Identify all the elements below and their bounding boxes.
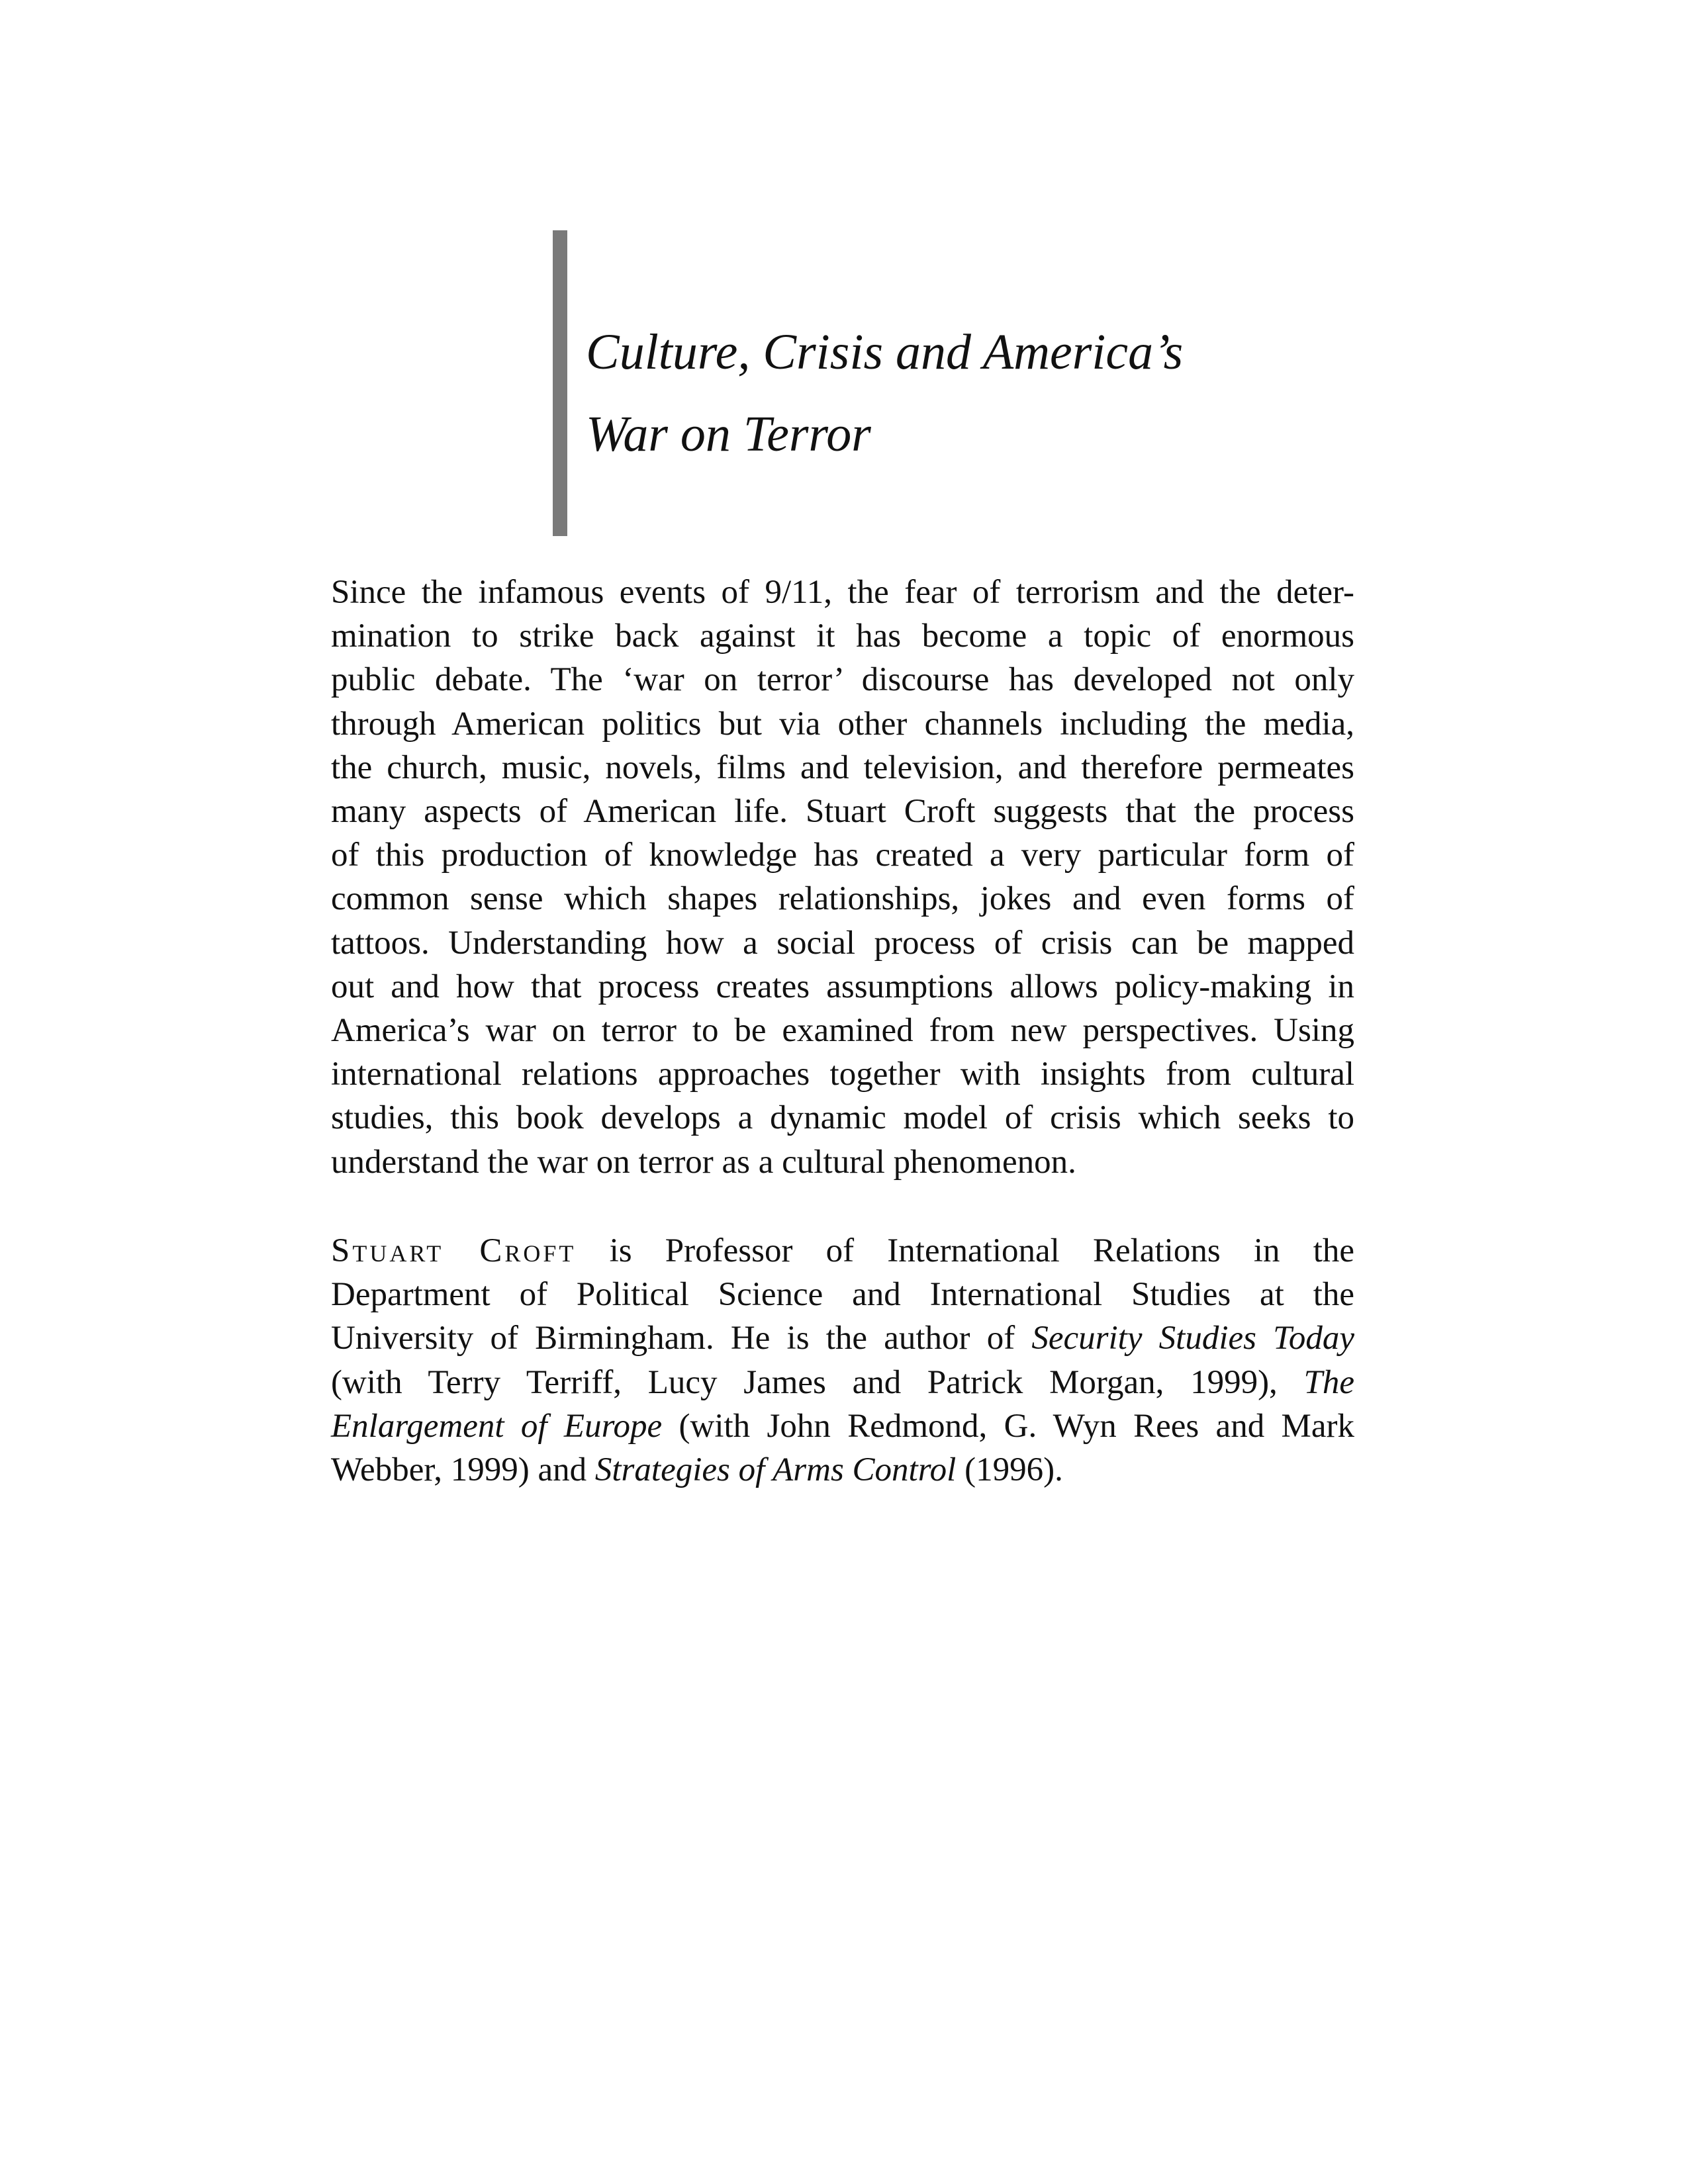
description-line: out and how that process creates assumptions allows policy-making in <box>331 968 1354 1005</box>
description-line: mination to strike back against it has become a topic of enormous <box>331 617 1354 655</box>
description-line: international relations approaches together with insights from cultural <box>331 1056 1354 1093</box>
bio-text: Webber, 1999) and <box>331 1451 595 1489</box>
bio-line <box>331 1229 1354 1273</box>
author-name: Stuart Croft <box>331 1232 577 1269</box>
author-bio <box>331 1229 1354 1492</box>
description-line: understand the war on terror as a cultural phenomenon. <box>331 1143 1076 1181</box>
description-line: tattoos. Understanding how a social process of crisis can be mapped <box>331 924 1354 962</box>
bio-text: (with John Redmond, G. Wyn Rees and Mark <box>662 1407 1355 1445</box>
book-reference: The <box>1303 1363 1354 1401</box>
description-line: of this production of knowledge has created a very particular form of <box>331 837 1354 874</box>
description-line: Since the infamous events of 9/11, the fear of terrorism and the deter- <box>331 574 1354 611</box>
bio-text: University of Birmingham. He is the author of <box>331 1320 1032 1357</box>
bio-line <box>331 1316 1354 1360</box>
bio-line <box>331 1361 1354 1404</box>
description-line: public debate. The ‘war on terror’ discourse has developed not only <box>331 661 1354 699</box>
book-reference: Security Studies Today <box>1031 1320 1354 1357</box>
bio-text: is Professor of International Relations in the <box>576 1232 1354 1269</box>
book-description <box>331 570 1354 1184</box>
title-accent-bar <box>553 230 567 536</box>
book-reference: Enlargement of Europe <box>331 1407 663 1445</box>
book-title <box>586 311 1446 475</box>
bio-line: Department of Political Science and International Studies at the <box>331 1276 1354 1314</box>
book-title-line-1: Culture, Crisis and America’s <box>586 324 1184 380</box>
bio-text: (1996). <box>956 1451 1063 1489</box>
bio-line <box>331 1448 1354 1492</box>
book-reference: Strategies of Arms Control <box>594 1451 957 1489</box>
description-line: through American politics but via other channels including the media, <box>331 705 1354 743</box>
bio-line <box>331 1404 1354 1448</box>
book-title-line-2: War on Terror <box>586 406 871 462</box>
description-line: the church, music, novels, films and television, and therefore permeates <box>331 749 1354 786</box>
description-line: many aspects of American life. Stuart Croft suggests that the process <box>331 793 1354 831</box>
description-line: common sense which shapes relationships, jokes and even forms of <box>331 880 1354 918</box>
description-line: studies, this book develops a dynamic model of crisis which seeks to <box>331 1099 1354 1137</box>
bio-text: (with Terry Terriff, Lucy James and Patrick Morgan, 1999), <box>331 1363 1304 1401</box>
description-line: America’s war on terror to be examined from new perspectives. Using <box>331 1012 1354 1050</box>
